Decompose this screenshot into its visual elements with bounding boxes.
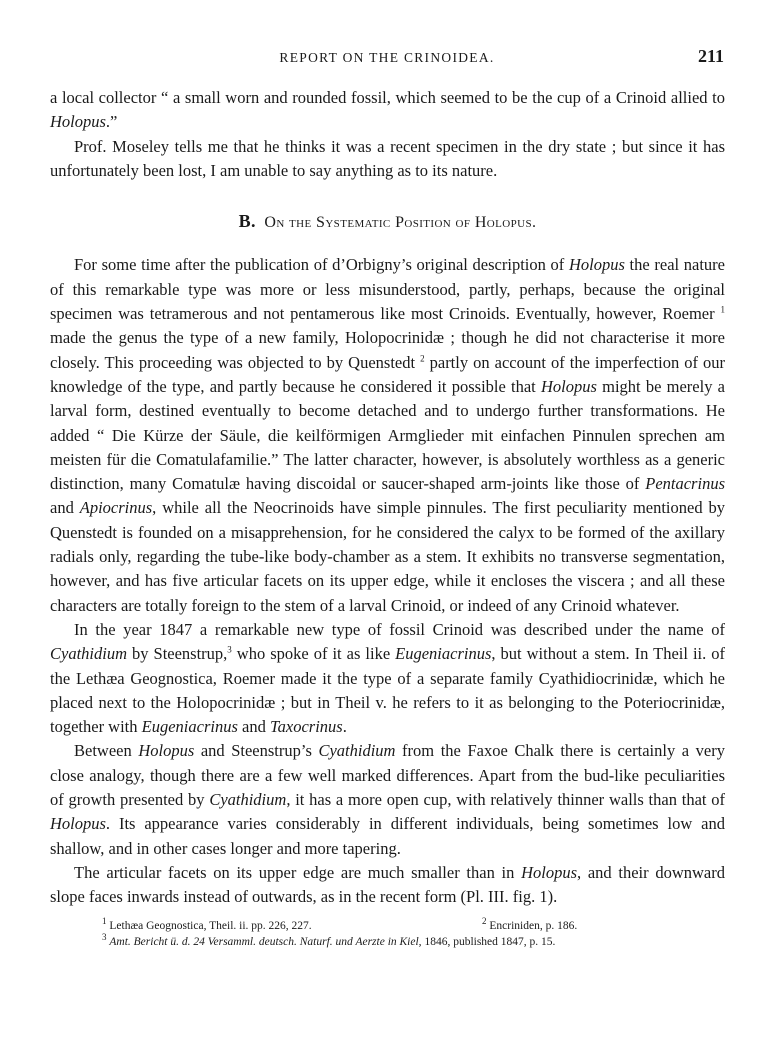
page-number: 211 (697, 46, 724, 66)
paragraph-continued: a local collector “ a small worn and rounded fossil, which seemed to be the cup of a Crinoid allied to Holopus.” (50, 88, 725, 132)
footnote-separator (50, 910, 725, 918)
footnote-1: $^1$ Lethæa Geognostica, Theil. ii. pp. 226, 227. (102, 915, 312, 932)
footnote-row (50, 915, 725, 934)
section-letter: B. (238, 211, 256, 232)
footnote-2: $^2$ Encriniden, p. 186. (482, 915, 578, 932)
footnote-ref: 2 (420, 353, 425, 364)
section-title: On the Systematic Position of Holopus. (264, 214, 537, 232)
paragraph: In the year 1847 a remarkable new type of fossil Crinoid was described under the name of Cyathidium by Steenstrup,$^3$ who spoke of it as like Eugeniacrinus, but without a stem. In Theil ii. of the Lethæa Geognostica, Roemer made it the type of a separate family Cyathidiocrinidæ, which he placed next to the Holopocrinidæ ; but in Theil v. he refers to it as belonging to the Poteriocrinidæ, together with Eugeniacrinus and Taxocrinus. (50, 619, 725, 737)
paragraph: For some time after the publication of d’Orbigny’s original description of Holopus the real nature of this remarkable type was more or less misunderstood, partly, perhaps, because the original specimen was tetramerous and not pentamerous like most Crinoids. Eventually, however, Roemer $^1$ made the genus the type of a new family, Holopocrinidæ ; though he did not characterise it more closely. This proceeding was objected to by Quenstedt $^2$ partly on account of the imperfection of our knowledge of the type, and partly because he considered it possible that Holopus might be merely a larval form, destined eventually to become detached and to undergo further transformations. He added “ Die Kürze der Säule, die keilförmigen Armglieder mit einfachen Pinnulen sprechen am meisten für die Comatulafamilie.” The latter character, however, is absolutely worthless as a generic distinction, many Comatulæ having discoidal or saucer-shaped arm-joints like those of Pentacrinus and Apiocrinus, while all the Neocrinoids have simple pinnules. The first peculiarity mentioned by Quenstedt is founded on a misapprehension, for he considered the calyx to be formed of the axillary radials only, regarding the tube-like body-chamber as a stem. It exhibits no transverse segmentation, however, and has five articular facets on its upper edge, while it encloses the viscera ; and all these characters are totally foreign to the stem of a larval Crinoid, or indeed of any Crinoid whatever. (50, 255, 726, 615)
footnote-3: $^3$ Amt. Bericht ü. d. 24 Versamml. deutsch. Naturf. und Aerzte in Kiel, 1846, published 1847, p. 15. (102, 931, 556, 948)
paragraph: Prof. Moseley tells me that he thinks it was a recent specimen in the dry state ; but since it has unfortunately been lost, I am unable to say anything as to its nature. (50, 136, 725, 180)
page-header (50, 46, 724, 70)
page-body (50, 86, 725, 950)
footnote-ref: 3 (227, 644, 232, 655)
footnote-ref: 1 (720, 304, 725, 315)
paragraph: The articular facets on its upper edge are much smaller than in Holopus, and their downward slope faces inwards instead of outwards, as in the recent form (Pl. III. fig. 1). (50, 862, 725, 907)
genus-name: Holopus (50, 112, 106, 132)
paragraph: Between Holopus and Steenstrup’s Cyathidium from the Faxoe Chalk there is certainly a very close analogy, though there are a few well marked differences. Apart from the bud-like peculiarities of growth presented by Cyathidium, it has a more open cup, with relatively thinner walls than that of Holopus. Its appearance varies considerably in different individuals, being sometimes low and shallow, and in other cases longer and more tapering. (50, 741, 725, 858)
section-heading (50, 209, 725, 235)
running-head: REPORT ON THE CRINOIDEA. (279, 50, 495, 65)
